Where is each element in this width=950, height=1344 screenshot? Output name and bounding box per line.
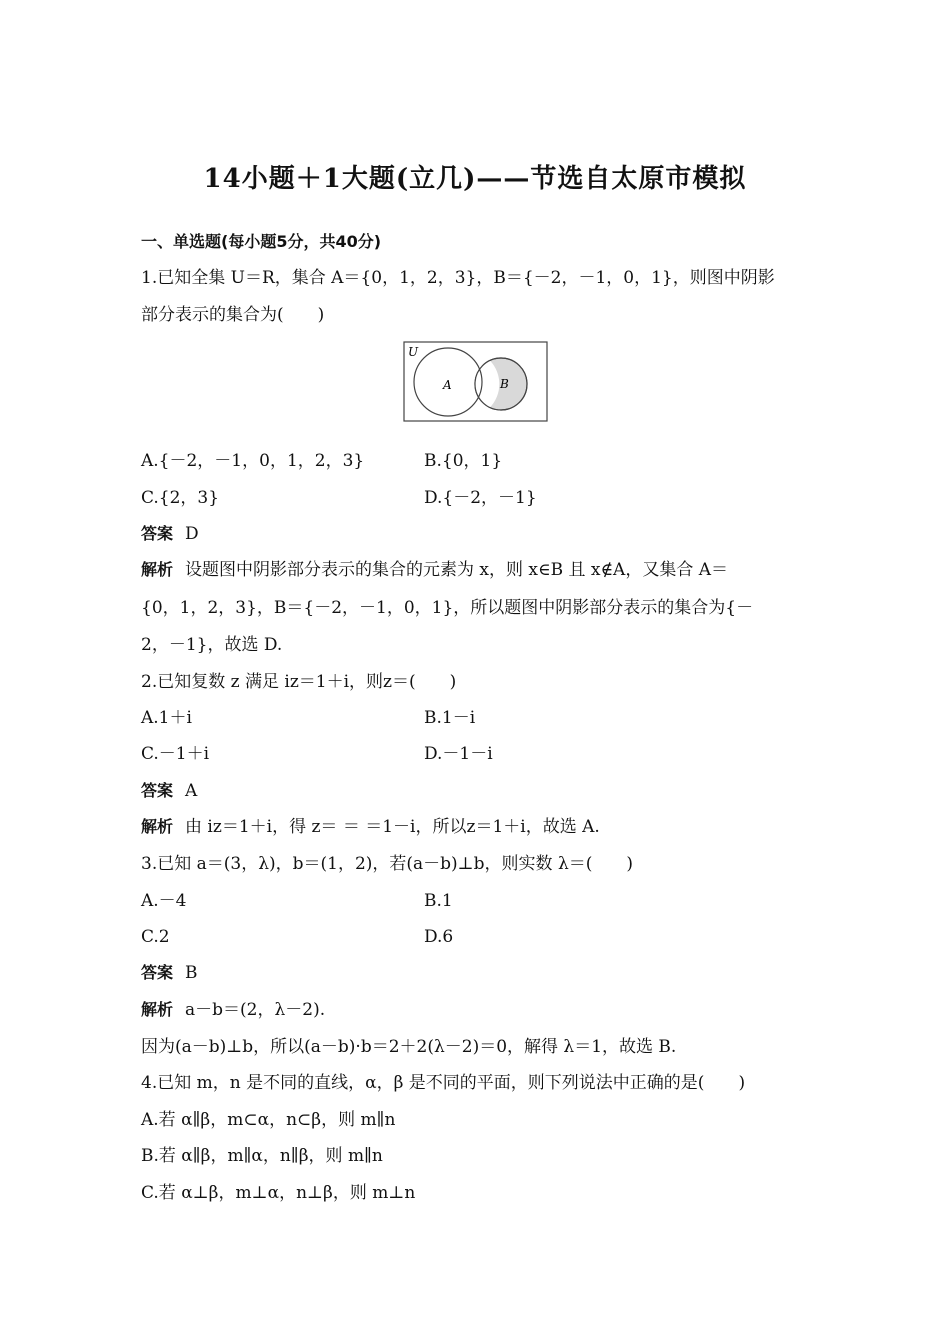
q1-analysis-line1	[141, 559, 728, 581]
answer-label: 答案	[141, 524, 174, 543]
answer-value: A	[185, 781, 198, 801]
universe-label: U	[408, 345, 419, 359]
q1-option-a: A.{－2，－1，0，1，2，3}	[141, 451, 365, 471]
q1-option-d: D.{－2，－1}	[424, 488, 537, 508]
q3-answer	[141, 962, 198, 984]
q2-analysis	[141, 816, 600, 838]
answer-value: D	[185, 524, 199, 544]
q4-stem: 4.已知 m，n 是不同的直线，α，β 是不同的平面，则下列说法中正确的是( )	[141, 1073, 746, 1093]
answer-value: B	[185, 963, 198, 983]
venn-diagram	[403, 341, 549, 423]
analysis-text: a－b＝(2，λ－2).	[185, 1000, 326, 1020]
set-b-label: B	[500, 377, 509, 391]
q4-option-a: A.若 α∥β，m⊂α，n⊂β，则 m∥n	[141, 1110, 396, 1130]
q3-option-a: A.－4	[141, 891, 187, 911]
q2-option-c: C.－1＋i	[141, 744, 210, 764]
analysis-text: 由 iz＝1＋i，得 z＝ ＝ ＝1－i，所以z＝1＋i，故选 A.	[185, 817, 600, 837]
page-title: 14小题＋1大题(立几)——节选自太原市模拟	[203, 164, 747, 194]
q1-option-b: B.{0，1}	[424, 451, 503, 471]
analysis-text: 设题图中阴影部分表示的集合的元素为 x，则 x∈B 且 x∉A，又集合 A＝	[185, 560, 729, 580]
q1-stem-line1: 1.已知全集 U＝R，集合 A＝{0，1，2，3}，B＝{－2，－1，0，1}，则图中阴影	[141, 268, 775, 288]
q3-analysis	[141, 999, 325, 1021]
q2-option-a: A.1＋i	[141, 708, 192, 728]
analysis-label: 解析	[141, 817, 174, 836]
q1-analysis-line2: {0，1，2，3}，B＝{－2，－1，0，1}，所以题图中阴影部分表示的集合为{－	[141, 598, 754, 618]
q4-option-c: C.若 α⊥β，m⊥α，n⊥β，则 m⊥n	[141, 1183, 416, 1203]
set-a-label: A	[443, 378, 452, 392]
q1-stem-line2: 部分表示的集合为( )	[141, 305, 325, 325]
section-heading: 一、单选题(每小题5分，共40分)	[141, 232, 382, 251]
answer-label: 答案	[141, 963, 174, 982]
q3-analysis-line2: 因为(a－b)⊥b，所以(a－b)·b＝2＋2(λ－2)＝0，解得 λ＝1，故选 B.	[141, 1037, 677, 1057]
q4-option-b: B.若 α∥β，m∥α，n∥β，则 m∥n	[141, 1146, 383, 1166]
q1-answer	[141, 523, 199, 545]
q2-stem: 2.已知复数 z 满足 iz＝1＋i，则z＝( )	[141, 672, 457, 692]
q3-stem: 3.已知 a＝(3，λ)，b＝(1，2)，若(a－b)⊥b，则实数 λ＝( )	[141, 854, 633, 874]
q1-option-c: C.{2，3}	[141, 488, 220, 508]
answer-label: 答案	[141, 781, 174, 800]
q1-analysis-line3: 2，－1}，故选 D.	[141, 635, 283, 655]
q2-option-d: D.－1－i	[424, 744, 493, 764]
q3-option-d: D.6	[424, 927, 454, 947]
q2-answer	[141, 780, 197, 802]
analysis-label: 解析	[141, 560, 174, 579]
q2-option-b: B.1－i	[424, 708, 476, 728]
q3-option-b: B.1	[424, 891, 453, 911]
analysis-label: 解析	[141, 1000, 174, 1019]
q3-option-c: C.2	[141, 927, 170, 947]
